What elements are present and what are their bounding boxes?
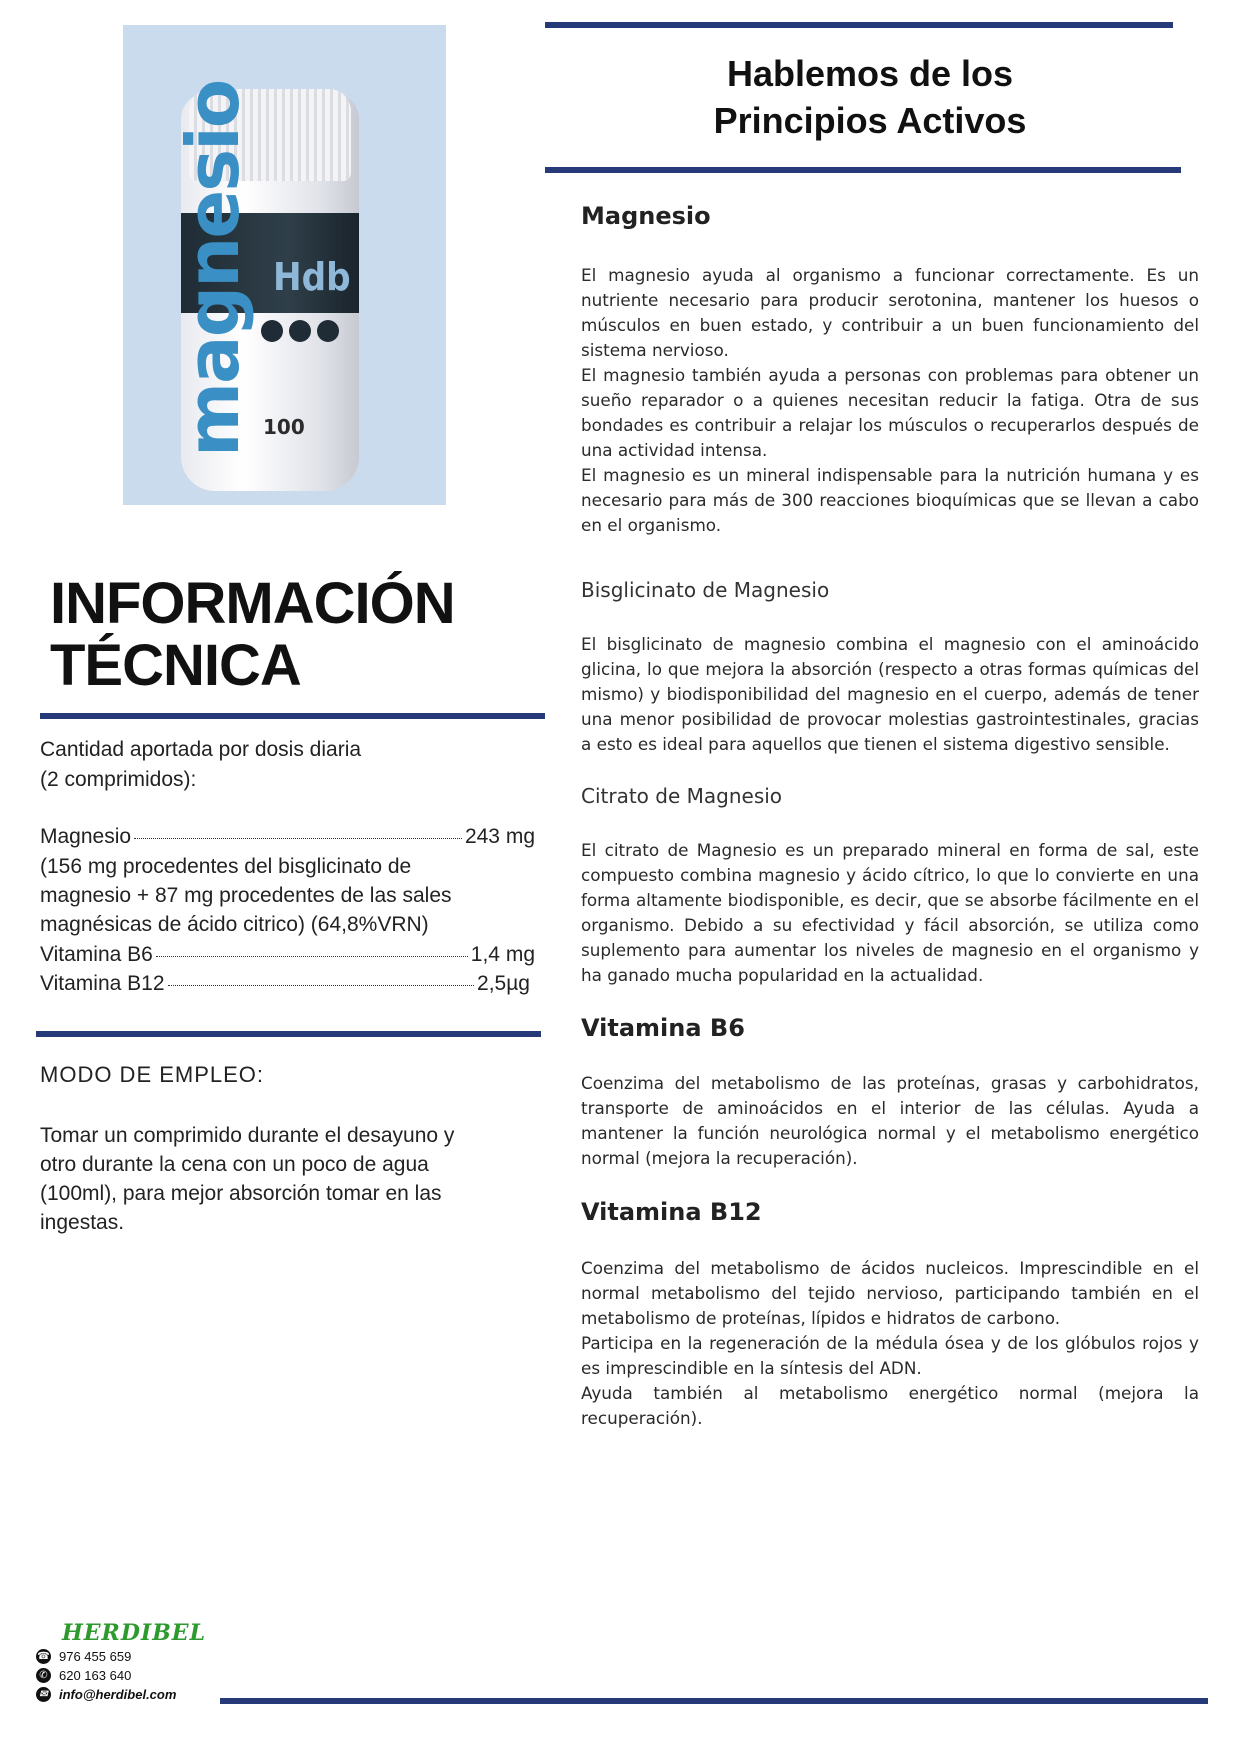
magnesio-note-1: (156 mg procedentes del bisglicinato de [40, 855, 412, 878]
section-heading-bisglicinato: Bisglicinato de Magnesio [581, 578, 830, 602]
paragraph: El magnesio es un mineral indispensable para la nutrición humana y es necesario para más de 300 reacciones bioquímicas que se llevan a cabo en el organismo. [581, 465, 1199, 535]
magnesio-note-2: magnesio + 87 mg procedentes de las sales [40, 884, 452, 907]
usage-line-2: otro durante la cena con un poco de agua [40, 1153, 429, 1176]
phone-2-text: 620 163 640 [59, 1668, 132, 1683]
title-line-1: Hablemos de los [726, 53, 1014, 94]
b12-row [40, 972, 530, 996]
paragraph: Coenzima del metabolismo de ácidos nucleicos. Imprescindible en el normal metabolismo del tejido nervioso, participando también en el metabolismo de proteínas, lípidos e hidratos de carbono. [581, 1258, 1199, 1328]
usage-heading: MODO DE EMPLEO: [40, 1062, 265, 1087]
info-rule [40, 713, 545, 719]
bisglicinato-text: El bisglicinato de magnesio combina el magnesio con el aminoácido glicina, lo que mejora la absorción (respecto a otras formas químicas del mismo) y biodisponibilidad del magnesio en el cuerpo, además de tener una menor posibilidad de provocar molestias gastrointestinales, gracias a esto es ideal para aquellos que tienen el sistema digestivo sensible. [581, 634, 1199, 754]
usage-line-4: ingestas. [40, 1211, 125, 1234]
phone-2 [36, 1668, 131, 1683]
activity-icons [261, 320, 339, 342]
product-image [123, 25, 446, 505]
citrato-text: El citrato de Magnesio es un preparado mineral en forma de sal, este compuesto combina magnesio y ácido cítrico, lo que lo convierte en una forma altamente biodisponible, es decir, que se absorbe fácilmente en el organismo. Debido a su efectividad y fácil absorción, se utiliza como suplemento para aumentar los niveles de magnesio en el organismo y ha ganado mucha popularidad en la actualidad. [581, 840, 1199, 985]
leader-dots [156, 956, 468, 957]
phone-1-text: 976 455 659 [59, 1649, 132, 1664]
whatsapp-icon: ✆ [36, 1668, 51, 1683]
section-heading-b12: Vitamina B12 [581, 1198, 762, 1226]
section-heading-b6: Vitamina B6 [581, 1014, 745, 1042]
muscle-icon [289, 320, 311, 342]
paragraph: Ayuda también al metabolismo energético normal (mejora la recuperación). [581, 1383, 1199, 1428]
paragraph: El magnesio también ayuda a personas con problemas para obtener un sueño reparador o a quienes necesitan reducir la fatiga. Otra de sus bondades es contribuir a relajar los músculos o recuperarlos después de una actividad intensa. [581, 365, 1199, 460]
brain-icon [317, 320, 339, 342]
magnesio-note-3: magnésicas de ácido citrico) (64,8%VRN) [40, 913, 429, 936]
phone-1 [36, 1649, 131, 1664]
email[interactable] [36, 1687, 176, 1702]
brand-logo: HERDIBEL [62, 1620, 207, 1646]
footer-rule [220, 1698, 1208, 1704]
runner-icon [261, 320, 283, 342]
phone-icon: ☎ [37, 1651, 50, 1662]
usage-rule [36, 1031, 541, 1037]
tablet-count: 100 [263, 415, 305, 439]
paragraph: Participa en la regeneración de la médula ósea y de los glóbulos rojos y es imprescindible en la síntesis del ADN. [581, 1333, 1199, 1378]
title-line-2: Principios Activos [713, 100, 1027, 141]
mail-icon: ✉ [36, 1687, 51, 1702]
magnesio-row [40, 825, 535, 849]
b12-text [581, 1256, 1199, 1431]
email-text[interactable]: info@herdibel.com [59, 1687, 177, 1702]
paragraph: El magnesio ayuda al organismo a funcionar correctamente. Es un nutriente necesario para producir serotonina, mantener los huesos o músculos en buen estado, y contribuir a un buen funcionamiento del sistema nervioso. [581, 265, 1199, 360]
info-title [50, 573, 455, 697]
dosis-line-2: (2 comprimidos): [40, 768, 197, 791]
row-label: Vitamina B6 [40, 943, 153, 966]
row-value: 1,4 mg [470, 943, 535, 966]
row-value: 243 mg [464, 825, 535, 848]
row-value: 2,5µg [477, 972, 530, 995]
usage-line-3: (100ml), para mejor absorción tomar en las [40, 1182, 442, 1205]
title-rule [545, 167, 1181, 173]
info-title-line-1: INFORMACIÓN [50, 571, 455, 636]
leader-dots [168, 985, 474, 986]
usage-line-1: Tomar un comprimido durante el desayuno y [40, 1124, 455, 1147]
b6-row [40, 943, 535, 967]
info-title-line-2: TÉCNICA [50, 633, 301, 698]
b6-text: Coenzima del metabolismo de las proteínas, grasas y carbohidratos, transporte de aminoácidos en el interior de las células. Ayuda a mantener la función neurológica normal y el metabolismo energético normal (mejora la recuperación). [581, 1073, 1199, 1168]
magnesio-text [581, 263, 1199, 538]
top-rule [545, 22, 1173, 28]
page-title [560, 50, 1180, 144]
dosis-line-1: Cantidad aportada por dosis diaria [40, 738, 362, 761]
brand-mark: Hdb [273, 255, 351, 299]
product-name: magnesio [171, 80, 255, 457]
row-label: Magnesio [40, 825, 132, 848]
leader-dots [134, 838, 462, 839]
row-label: Vitamina B12 [40, 972, 165, 995]
section-heading-magnesio: Magnesio [581, 202, 711, 230]
section-heading-citrato: Citrato de Magnesio [581, 784, 783, 808]
